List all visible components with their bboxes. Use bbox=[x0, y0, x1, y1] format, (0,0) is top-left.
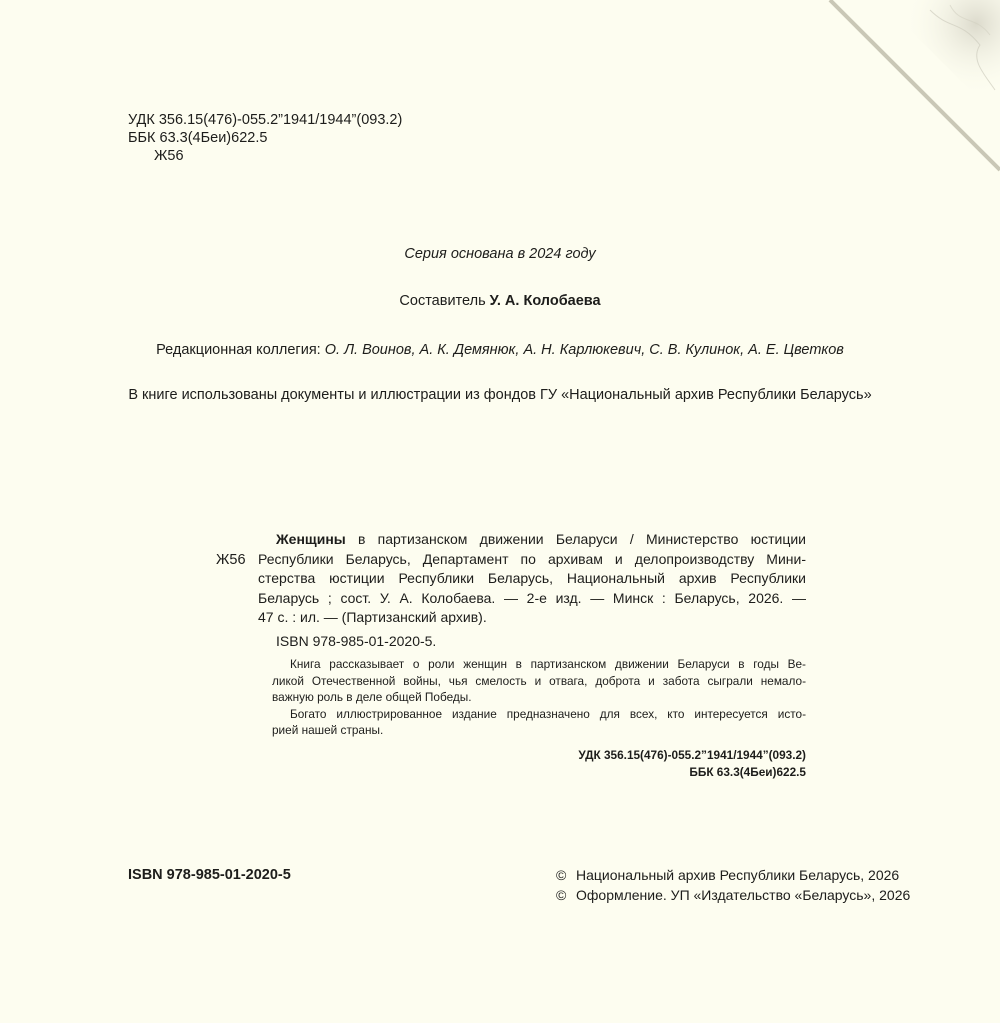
header-codes bbox=[128, 111, 402, 165]
bbk-code: ББК 63.3(4Беи)622.5 bbox=[128, 130, 268, 146]
bib-line-5: 47 с. : ил. — (Партизанский архив). bbox=[258, 609, 487, 625]
bib-line-2: Республики Беларусь, Департамент по архивам и делопроизводству Мини- bbox=[258, 550, 806, 567]
bib-line-1 bbox=[258, 530, 806, 550]
series-note: Серия основана в 2024 году bbox=[404, 246, 596, 262]
copyright-block bbox=[556, 866, 910, 905]
page-corner-decoration bbox=[810, 0, 1000, 190]
editorial-label: Редакционная коллегия: bbox=[156, 342, 321, 358]
bibliographic-record bbox=[258, 530, 806, 651]
index-codes bbox=[500, 747, 806, 780]
author-sign: Ж56 bbox=[154, 148, 184, 164]
index-bbk: ББК 63.3(4Беи)622.5 bbox=[689, 764, 806, 779]
bib-line-1-rest: в партизанском движении Беларуси / Министерство юстиции bbox=[345, 531, 806, 547]
annotation bbox=[272, 656, 806, 739]
bib-line-4: Беларусь ; сост. У. А. Колобаева. — 2-е изд. — Минск : Беларусь, 2026. — bbox=[258, 589, 806, 606]
editorial-board bbox=[0, 341, 1000, 359]
copyright-line-2 bbox=[556, 886, 910, 906]
bib-sign: Ж56 bbox=[216, 552, 246, 568]
annotation-line-5: рией нашей страны. bbox=[272, 723, 384, 737]
copyright-text-2: Оформление. УП «Издательство «Беларусь», 2026 bbox=[576, 886, 911, 903]
annotation-line-2: ликой Отечественной войны, чья смелость и отвага, доброта и забота сыграли немало- bbox=[272, 673, 806, 688]
compiler-name: У. А. Колобаева bbox=[489, 293, 601, 309]
copyright-icon: © bbox=[556, 867, 567, 883]
copyright-text-1: Национальный архив Республики Беларусь, 2026 bbox=[576, 867, 900, 883]
copyright-line-1 bbox=[556, 866, 910, 886]
index-udk: УДК 356.15(476)-055.2”1941/1944”(093.2) bbox=[578, 748, 806, 762]
bib-title: Женщины bbox=[276, 531, 346, 547]
annotation-line-1: Книга рассказывает о роли женщин в партизанском движении Беларуси в годы Ве- bbox=[290, 657, 806, 671]
copyright-icon: © bbox=[556, 886, 567, 903]
annotation-line-3: важную роль в деле общей Победы. bbox=[272, 690, 472, 704]
compiler-label: Составитель bbox=[399, 293, 486, 309]
bib-isbn: ISBN 978-985-01-2020-5. bbox=[276, 632, 437, 649]
compiler-line bbox=[0, 292, 1000, 310]
annotation-line-4: Богато иллюстрированное издание предназначено для всех, кто интересуется исто- bbox=[290, 706, 806, 721]
editorial-members: О. Л. Воинов, А. К. Демянюк, А. Н. Карлюкевич, С. В. Кулинок, А. Е. Цветков bbox=[324, 342, 844, 358]
udk-code: УДК 356.15(476)-055.2”1941/1944”(093.2) bbox=[128, 112, 403, 128]
footer-isbn: ISBN 978-985-01-2020-5 bbox=[128, 867, 291, 883]
sources-note: В книге использованы документы и иллюстрации из фондов ГУ «Национальный архив Республики Беларусь» bbox=[128, 387, 872, 403]
bib-line-3: стерства юстиции Республики Беларусь, Национальный архив Республики bbox=[258, 570, 806, 586]
